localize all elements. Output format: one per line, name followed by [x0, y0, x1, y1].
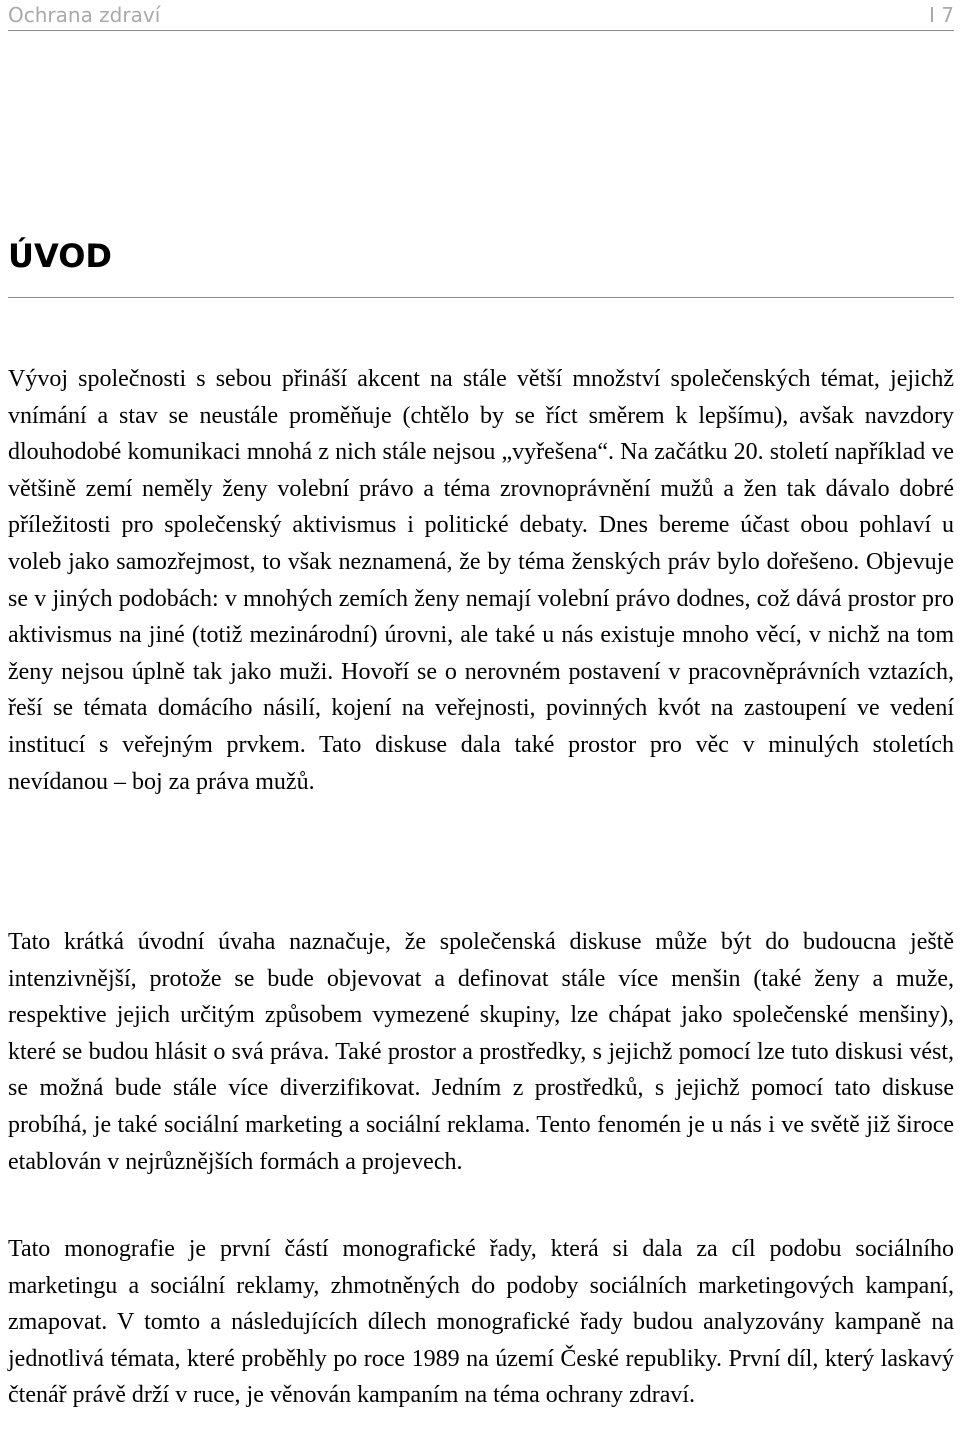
paragraph-1: Vývoj společnosti s sebou přináší akcent na stále větší množství společenských témat, jejichž vnímání a stav se neustále proměňuje (chtělo by se říct směrem k lepšímu), avšak navzdory dlouhodobé komunikaci mnohá z nich stále nejsou „vyřešena“. Na začátku 20. století například ve většině zemí neměly ženy volební právo a téma zrovnoprávnění mužů a žen tak dávalo dobré příležitosti pro společenský aktivismus i politické debaty. Dnes bereme účast obou pohlaví u voleb jako samozřejmost, to však neznamená, že by téma ženských práv bylo dořešeno. Objevuje se v jiných podobách: v mnohých zemích ženy nemají volební právo dodnes, což dává prostor pro aktivismus na jiné (totiž mezinárodní) úrovni, ale také u nás existuje mnoho věcí, v nichž na tom ženy nejsou úplně tak jako muži. Hovoří se o nerovném postavení v pracovněprávních vztazích, řeší se témata domácího násilí, kojení na veřejnosti, povinných kvót na zastoupení ve vedení institucí s veřejným prvkem. Tato diskuse dala také prostor pro věc v minulých stoletích nevídanou – boj za práva mužů.: [8, 366, 954, 795]
title-divider: [8, 297, 954, 298]
paragraph-3: Tato monografie je první částí monografické řady, která si dala za cíl podobu sociálního marketingu a sociální reklamy, zhmotněných do podoby sociálních marketingových kampaní, zmapovat. V tomto a následujících dílech monografické řady budou analyzovány kampaně na jednotlivá témata, které proběhly po roce 1989 na území České republiky. První díl, který laskavý čtenář právě drží v ruce, je věnován kampaním na téma ochrany zdraví.: [8, 1236, 954, 1409]
running-header: [8, 0, 954, 31]
chapter-title: ÚVOD: [8, 237, 112, 275]
paragraph-2: Tato krátká úvodní úvaha naznačuje, že společenská diskuse může být do budoucna ještě intenzivnější, protože se bude objevovat a definovat stále více menšin (také ženy a muže, respektive jejich určitým způsobem vymezené skupiny, lze chápat jako společenské menšiny), které se budou hlásit o svá práva. Také prostor a prostředky, s jejichž pomocí lze tuto diskusi vést, se možná bude stále více diverzifikovat. Jedním z prostředků, s jejichž pomocí tato diskuse probíhá, je také sociální marketing a sociální reklama. Tento fenomén je u nás i ve světě již široce etablován v nejrůznějších formách a projevech.: [8, 929, 954, 1175]
header-section-title: Ochrana zdraví: [8, 3, 161, 27]
header-page-number: I 7: [929, 3, 954, 27]
